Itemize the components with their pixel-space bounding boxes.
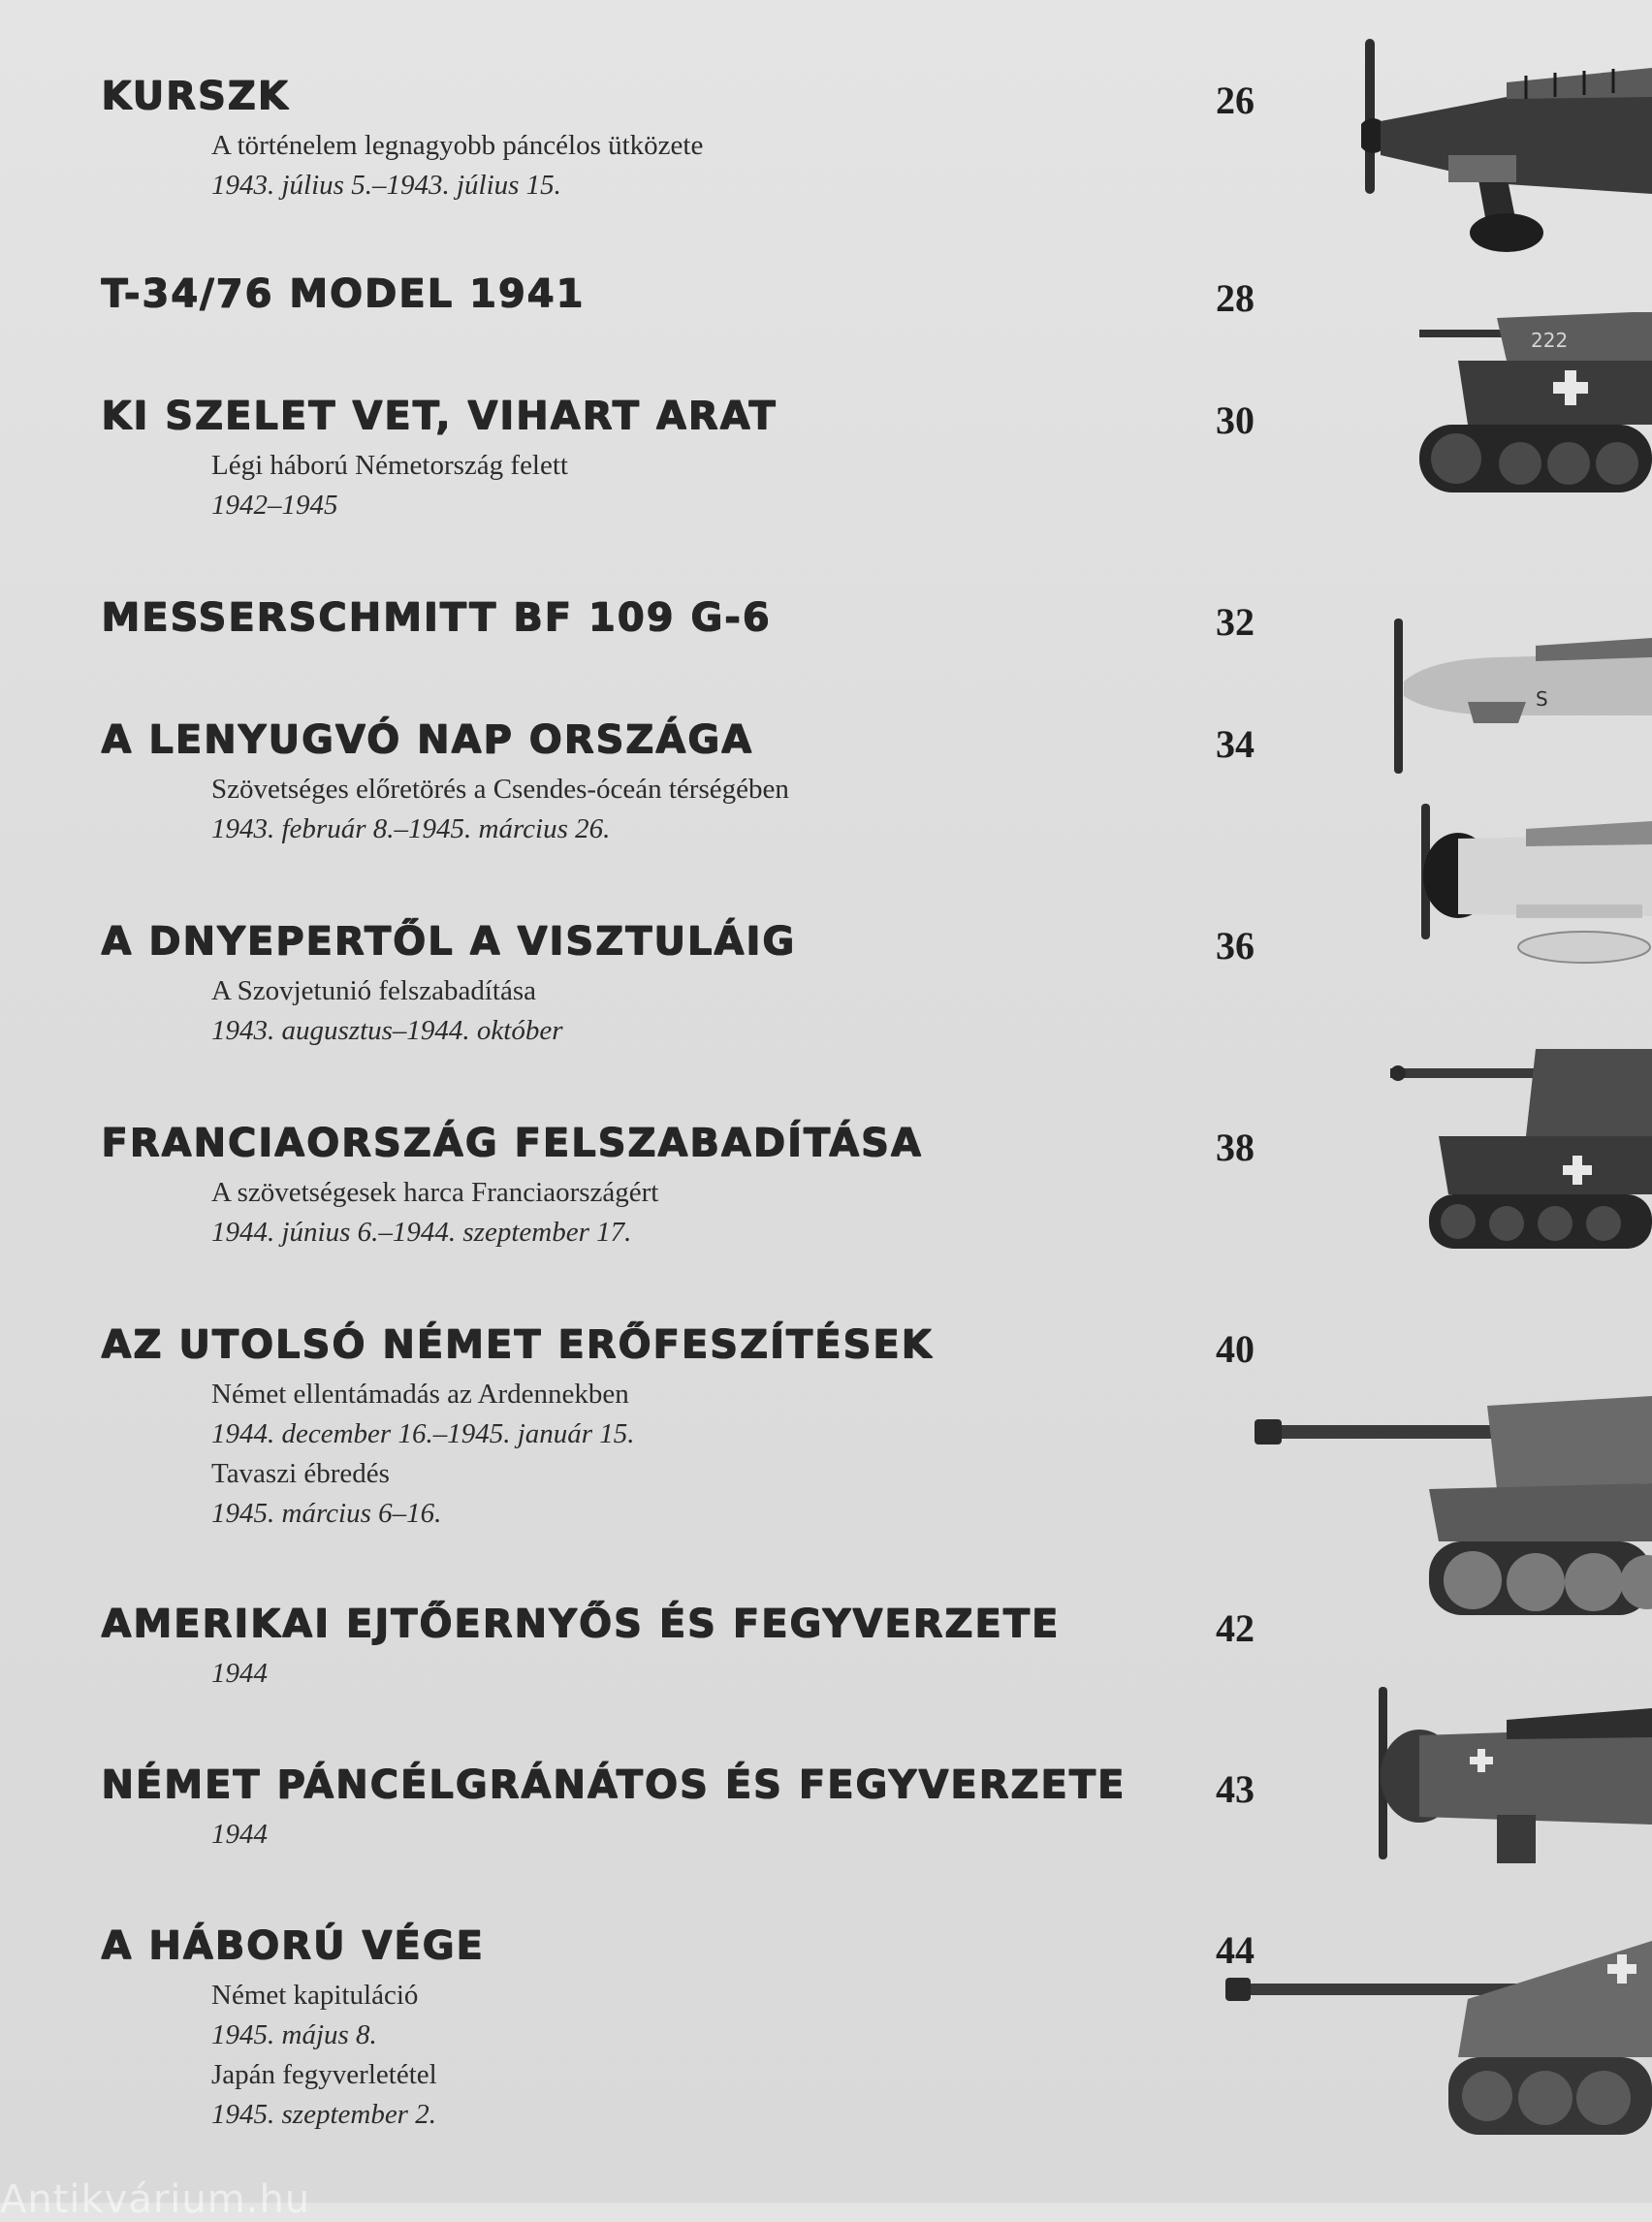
entry-title[interactable]: NÉMET PÁNCÉLGRÁNÁTOS ÉS FEGYVERZETE (101, 1762, 1126, 1807)
entry-title[interactable]: A HÁBORÚ VÉGE (101, 1923, 485, 1968)
entry-subtitle: Német kapituláció (211, 1980, 419, 2011)
propeller-icon (1394, 619, 1403, 774)
bf109-illustration (1390, 609, 1652, 774)
vehicle-marking: 222 (1531, 329, 1569, 352)
stuka-illustration (1361, 29, 1652, 262)
watermark: Antikvárium.hu (0, 2177, 311, 2222)
entry-subtitle: A szövetségesek harca Franciaországért (211, 1177, 659, 1208)
entry-subtitle: Szövetséges előretörés a Csendes-óceán térségében (211, 774, 789, 805)
entry-subtitle: Német ellentámadás az Ardennekben (211, 1379, 629, 1410)
entry-page-number[interactable]: 36 (1216, 924, 1255, 968)
entry-subtitle: A történelem legnagyobb páncélos ütközete (211, 130, 704, 161)
entry-page-number[interactable]: 26 (1216, 79, 1255, 122)
entry-title[interactable]: T-34/76 MODEL 1941 (101, 271, 585, 316)
entry-date: 1943. július 5.–1943. július 15. (211, 170, 561, 201)
entry-subtitle: Légi háború Németország felett (211, 450, 568, 481)
entry-date: 1944 (211, 1819, 268, 1850)
entry-page-number[interactable]: 28 (1216, 276, 1255, 320)
entry-page-number[interactable]: 43 (1216, 1767, 1255, 1811)
entry-date: 1943. február 8.–1945. március 26. (211, 813, 611, 844)
jagdpanther-illustration (1225, 1941, 1652, 2144)
entry-page-number[interactable]: 30 (1216, 398, 1255, 442)
entry-subtitle: Tavaszi ébredés (211, 1458, 390, 1489)
entry-date: 1942–1945 (211, 490, 338, 521)
fw190-illustration (1361, 1679, 1652, 1883)
entry-date: 1945. május 8. (211, 2019, 377, 2050)
entry-title[interactable]: A DNYEPERTŐL A VISZTULÁIG (101, 919, 796, 964)
entry-title[interactable]: A LENYUGVÓ NAP ORSZÁGA (101, 717, 753, 762)
entry-date: 1944. december 16.–1945. január 15. (211, 1418, 635, 1449)
entry-title[interactable]: KI SZELET VET, VIHART ARAT (101, 394, 778, 438)
entry-page-number[interactable]: 44 (1216, 1928, 1255, 1972)
entry-title[interactable]: KURSZK (101, 74, 290, 118)
entry-date: 1944. június 6.–1944. szeptember 17. (211, 1217, 632, 1248)
entry-date: 1945. március 6–16. (211, 1498, 442, 1529)
entry-page-number[interactable]: 34 (1216, 722, 1255, 766)
entry-title[interactable]: AZ UTOLSÓ NÉMET ERŐFESZÍTÉSEK (101, 1322, 934, 1367)
entry-title[interactable]: FRANCIAORSZÁG FELSZABADÍTÁSA (101, 1121, 923, 1165)
entry-page-number[interactable]: 32 (1216, 600, 1255, 644)
entry-date: 1943. augusztus–1944. október (211, 1015, 563, 1046)
entry-title[interactable]: MESSERSCHMITT BF 109 G-6 (101, 595, 772, 640)
entry-date: 1944 (211, 1658, 268, 1689)
tank-destroyer-illustration (1390, 1049, 1652, 1253)
entry-page-number[interactable]: 38 (1216, 1126, 1255, 1169)
panzer-iii-illustration (1419, 301, 1652, 514)
entry-subtitle: Japán fegyverletétel (211, 2059, 437, 2090)
entry-page-number[interactable]: 40 (1216, 1327, 1255, 1371)
entry-date: 1945. szeptember 2. (211, 2099, 436, 2130)
tiger-tank-illustration (1255, 1396, 1652, 1619)
entry-subtitle: A Szovjetunió felszabadítása (211, 975, 537, 1006)
entry-page-number[interactable]: 42 (1216, 1606, 1255, 1650)
japanese-aircraft-illustration (1400, 800, 1652, 969)
vehicle-marking: S (1536, 687, 1548, 711)
propeller-icon (1365, 39, 1375, 194)
entry-title[interactable]: AMERIKAI EJTŐERNYŐS ÉS FEGYVERZETE (101, 1602, 1060, 1646)
